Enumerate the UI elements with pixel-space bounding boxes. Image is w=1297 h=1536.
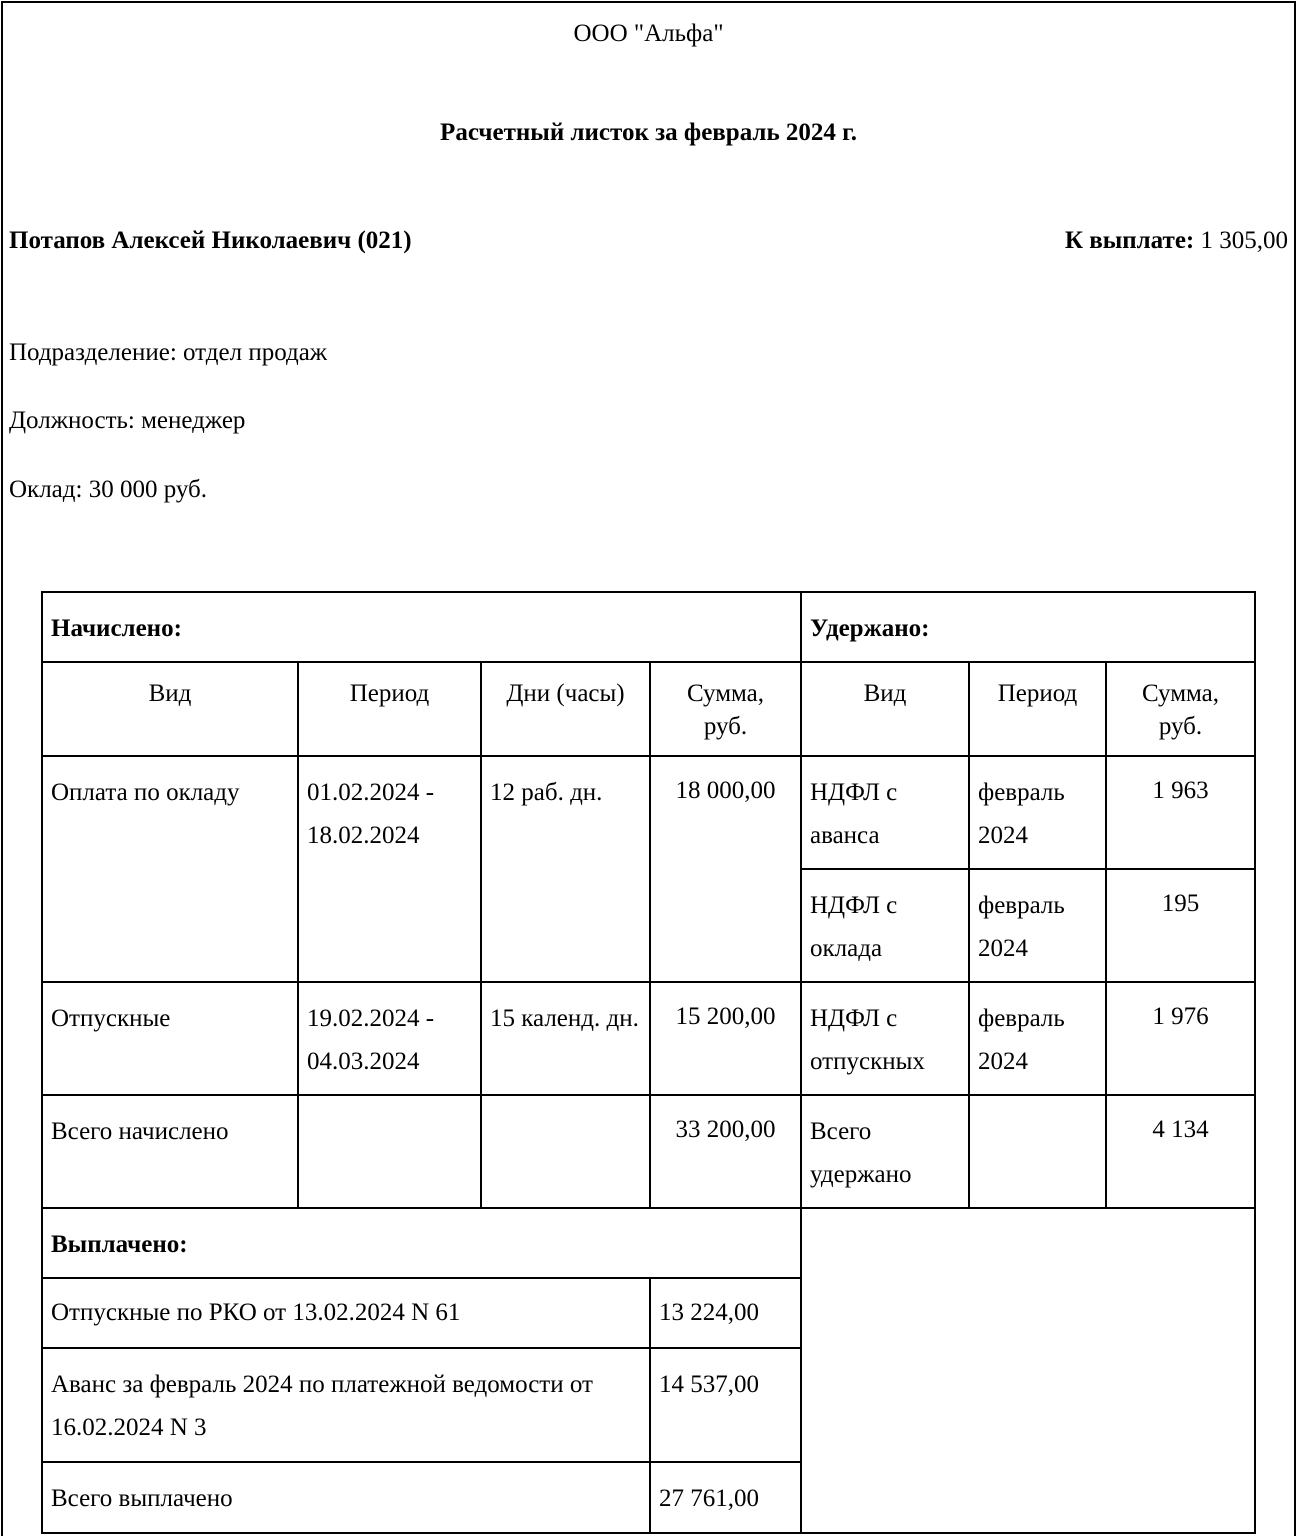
accrued-row-1-days: 12 раб. дн. [480,755,651,983]
organization-name: ООО "Альфа" [573,20,724,47]
withheld-row-2-period: февраль 2024 [968,868,1107,983]
accrued-total-amount: 33 200,00 [649,1094,802,1209]
empty-block [800,1207,1256,1534]
withheld-row-2-amount: 195 [1105,868,1256,983]
accrued-col-amount: Сумма, руб. [649,661,802,757]
paid-row-1-kind: Отпускные по РКО от 13.02.2024 N 61 [41,1277,651,1349]
withheld-total-amount: 4 134 [1105,1094,1256,1209]
withheld-col-amount: Сумма, руб. [1105,661,1256,757]
position-line: Должность: менеджер [9,407,246,434]
accrued-row-2-days: 15 календ. дн. [480,981,651,1096]
accrued-col-period: Период [297,661,482,757]
accrued-total-label: Всего начислено [41,1094,299,1209]
withheld-row-1-kind: НДФЛ с аванса [800,755,970,870]
paid-total-amount: 27 761,00 [649,1461,802,1534]
to-pay-value: 1 305,00 [1194,227,1288,254]
paid-heading: Выплачено: [41,1207,802,1279]
withheld-heading: Удержано: [800,591,1256,663]
accrued-row-1-period: 01.02.2024 - 18.02.2024 [297,755,482,983]
withheld-total-label: Всего удержано [800,1094,970,1209]
withheld-row-3-period: февраль 2024 [968,981,1107,1096]
paid-row-2-kind: Аванс за февраль 2024 по платежной ведомости от 16.02.2024 N 3 [41,1347,651,1463]
accrued-heading: Начислено: [41,591,802,663]
paid-total-label: Всего выплачено [41,1461,651,1534]
accrued-row-2-period: 19.02.2024 - 04.03.2024 [297,981,482,1096]
payslip-title: Расчетный листок за февраль 2024 г. [440,119,857,146]
to-pay-label: К выплате: [1064,227,1195,254]
accrued-col-days: Дни (часы) [480,661,651,757]
withheld-total-period [968,1094,1107,1209]
accrued-row-2-amount: 15 200,00 [649,981,802,1096]
withheld-row-2-kind: НДФЛ с оклада [800,868,970,983]
paid-row-2-amount: 14 537,00 [649,1347,802,1463]
withheld-row-3-amount: 1 976 [1105,981,1256,1096]
accrued-row-2-kind: Отпускные [41,981,299,1096]
withheld-col-kind: Вид [800,661,970,757]
accrued-total-days [480,1094,651,1209]
employee-name: Потапов Алексей Николаевич (021) [9,227,412,254]
withheld-row-1-amount: 1 963 [1105,755,1256,870]
salary-line: Оклад: 30 000 руб. [9,476,207,503]
department-line: Подразделение: отдел продаж [9,339,328,366]
paid-row-1-amount: 13 224,00 [649,1277,802,1349]
accrued-total-period [297,1094,482,1209]
accrued-row-1-amount: 18 000,00 [649,755,802,983]
withheld-row-3-kind: НДФЛ с отпускных [800,981,970,1096]
accrued-row-1-kind: Оплата по окладу [41,755,299,983]
withheld-col-period: Период [968,661,1107,757]
withheld-row-1-period: февраль 2024 [968,755,1107,870]
accrued-col-kind: Вид [41,661,299,757]
